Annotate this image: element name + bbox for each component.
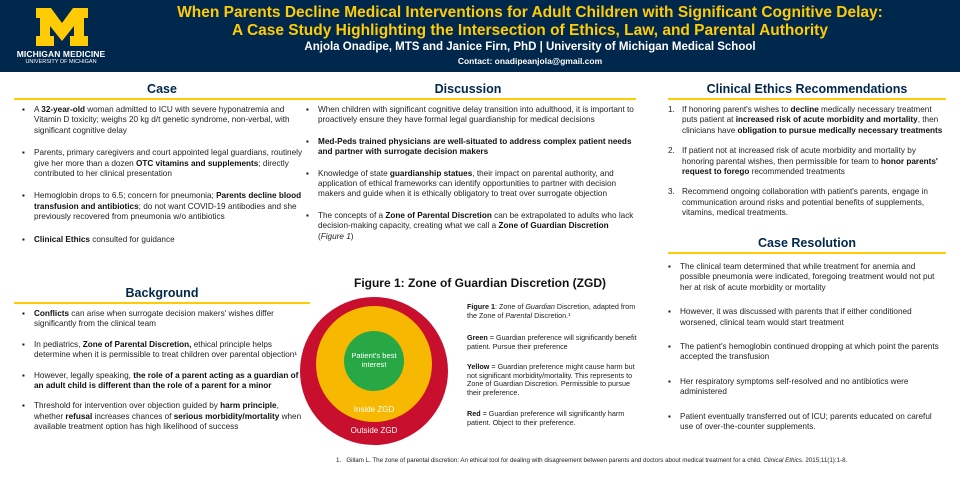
discussion-section — [306, 105, 636, 242]
contact-email: Contact: onadipeanjola@gmail.com — [457, 56, 603, 66]
figure-caption: Figure 1: Zone of Guardian Discretion, adapted from the Zone of Parental Discretion.¹ — [467, 302, 636, 320]
inside-zgd-label: Inside ZGD — [353, 405, 395, 414]
list-item: ▪ A 32-year-old woman admitted to ICU with severe hyponatremia and Vitamin D toxicity; weighs 20 kg d/t genetic syndrome, non-verbal, with significant cognitive delay — [22, 105, 310, 136]
list-item: ▪ Clinical Ethics consulted for guidance — [22, 235, 310, 245]
list-item: 2. If patient not at increased risk of acute morbidity and mortality by honoring parental wishes, then permissible for team to honor parents' request to forego recommended treatments — [668, 146, 938, 177]
poster-title — [140, 4, 920, 40]
list-item: ▪ Hemoglobin drops to 6.5; concern for pneumonia; Parents decline blood transfusion and antibiotics; do not want COVID-19 antibodies and she previously recovered from pneumonia w/o antibiotics — [22, 191, 310, 222]
case-section — [22, 105, 310, 245]
list-item: ▪ Her respiratory symptoms self-resolved and no antibiotics were administered — [668, 377, 946, 398]
list-item: ▪ The patient's hemoglobin continued dropping at which point the parents accepted the transfusion — [668, 342, 946, 363]
figure-red-key: Red = Guardian preference will significantly harm patient. Object to their preference. — [467, 409, 625, 427]
list-item: ▪ In pediatrics, Zone of Parental Discretion, ethical principle helps determine when it is permissible to treat children over parental objection¹ — [22, 340, 310, 361]
recommendations-heading: Clinical Ethics Recommendations — [668, 84, 946, 100]
list-item: ▪ Patient eventually transferred out of ICU; parents educated on careful use of over-the-counter supplements. — [668, 412, 946, 433]
list-item: ▪ However, it was discussed with parents that if either conditioned worsened, clinical team would start treatment — [668, 307, 946, 328]
discussion-heading: Discussion — [300, 84, 636, 100]
list-item: ▪ Parents, primary caregivers and court appointed legal guardians, routinely give her more than a dozen OTC vitamins and supplements; directly contributed to her clinical presentation — [22, 148, 310, 179]
reference: 1. Gillam L. The zone of parental discretion: An ethical tool for dealing with disagreement between parents and doctors about medical treatment for a child. Clinical Ethics. 2015;11(1):1-8. — [336, 457, 848, 464]
list-item: ▪ When children with significant cognitive delay transition into adulthood, it is important to proactively ensure they have formal legal guardianship for medical decisions — [306, 105, 636, 126]
list-item: 1. If honoring parent's wishes to decline medically necessary treatment puts patient at increased risk of acute morbidity and mortality, then clinicians have obligation to pursue medically necessary treatments — [668, 105, 943, 135]
figure-green-key: Green = Guardian preference will significantly benefit patient. Pursue their preference — [467, 333, 637, 351]
recommendations-section — [668, 105, 946, 219]
list-item: 3. Recommend ongoing collaboration with patient's parents, engage in communication around risks and potential benefits of supplements, vitamins, medical treatments. — [668, 187, 928, 218]
figure-yellow-key: Yellow = Guardian preference might cause harm but not significant morbidity/mortality. This represents to Zone of Guardian Discretion. Permissible to pursue their preference. — [467, 362, 635, 397]
logo-name: MICHIGAN MEDICINE — [16, 49, 106, 59]
list-item: ▪ The clinical team determined that while treatment for anemia and possible pneumonia were indicated, foregoing treatment would not put her at risk of acute morbidity or mortality — [668, 262, 946, 293]
list-item: ▪ However, legally speaking, the role of a parent acting as a guardian of an adult child is different than the role of a parent for a minor — [22, 371, 310, 392]
list-item: ▪ Threshold for intervention over objection guided by harm principle, whether refusal increases chances of serious morbidity/mortality when available treatment option has high likelihood of success — [22, 401, 310, 432]
michigan-medicine-logo — [6, 4, 116, 66]
best-interest-label: Patient's best interest — [351, 351, 397, 369]
list-item: ▪ Knowledge of state guardianship statues, their impact on parental authority, and application of ethical frameworks can identify opportunities to partner with decision makers and guide when it is ethically obligatory to treat over surrogate objection — [306, 169, 636, 200]
figure-title: Figure 1: Zone of Guardian Discretion (ZGD) — [353, 276, 606, 290]
case-heading: Case — [14, 84, 310, 100]
title-line-2: A Case Study Highlighting the Intersection of Ethics, Law, and Parental Authority — [232, 22, 828, 39]
list-item: ▪ Med-Peds trained physicians are well-situated to address complex patient needs and partner with surrogate decision makers — [306, 137, 636, 158]
list-item: ▪ Conflicts can arise when surrogate decision makers' wishes differ significantly from the clinical team — [22, 309, 310, 330]
logo-subtitle: UNIVERSITY OF MICHIGAN — [25, 59, 97, 65]
background-section — [22, 309, 310, 433]
title-line-1: When Parents Decline Medical Interventions for Adult Children with Significant Cognitive Delay: — [177, 4, 883, 21]
block-m-icon — [34, 6, 90, 48]
resolution-section — [668, 262, 946, 432]
background-heading: Background — [14, 288, 310, 304]
authors: Anjola Onadipe, MTS and Janice Firn, PhD | University of Michigan Medical School — [304, 41, 756, 53]
poster-header — [0, 0, 960, 72]
list-item: ▪ The concepts of a Zone of Parental Discretion can be extrapolated to adults who lack decision-making capacity, creating what we call a Zone of Guardian Discretion (Figure 1) — [306, 211, 636, 242]
resolution-heading: Case Resolution — [668, 238, 946, 254]
outside-zgd-label: Outside ZGD — [350, 426, 398, 435]
